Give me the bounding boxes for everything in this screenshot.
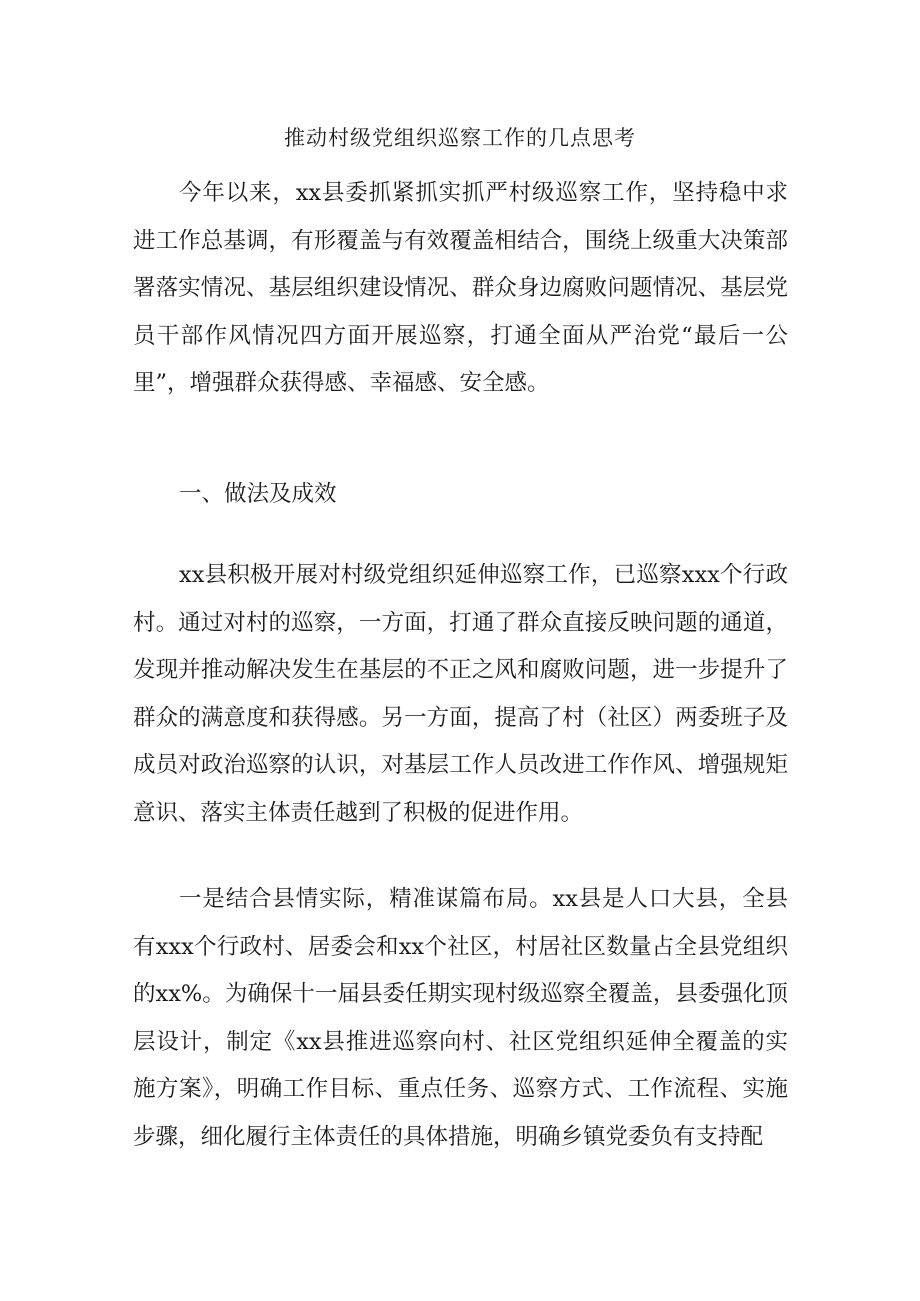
section-heading: 一、做法及成效 bbox=[179, 481, 337, 507]
body-paragraph-2: 一是结合县情实际，精准谋篇布局。xx县是人口大县，全县有xxx个行政村、居委会和xx个社区，村居社区数量占全县党组织的xx%。为确保十一届县委任期实现村级巡察全覆盖，县委强化顶层设计，制定《xx县推进巡察向村、社区党组织延伸全覆盖的实施方案》，明确工作目标、重点任务、巡察方式、工作流程、实施步骤，细化履行主体责任的具体措施，明确乡镇党委负有支持配 bbox=[133, 886, 788, 1150]
document-title: 推动村级党组织巡察工作的几点思考 bbox=[284, 126, 636, 150]
body-paragraph-1: xx县积极开展对村级党组织延伸巡察工作，已巡察xxx个行政村。通过对村的巡察，一方面，打通了群众直接反映问题的通道，发现并推动解决发生在基层的不正之风和腐败问题，进一步提升了群众的满意度和获得感。另一方面，提高了村（社区）两委班子及成员对政治巡察的认识，对基层工作人员改进工作作风、增强规矩意识、落实主体责任越到了积极的促进作用。 bbox=[133, 562, 788, 826]
intro-paragraph: 今年以来，xx县委抓紧抓实抓严村级巡察工作，坚持稳中求进工作总基调，有形覆盖与有效覆盖相结合，围绕上级重大决策部署落实情况、基层组织建设情况、群众身边腐败问题情况、基层党员干部作风情况四方面开展巡察，打通全面从严治党“最后一公里”，增强群众获得感、幸福感、安全感。 bbox=[133, 180, 788, 396]
